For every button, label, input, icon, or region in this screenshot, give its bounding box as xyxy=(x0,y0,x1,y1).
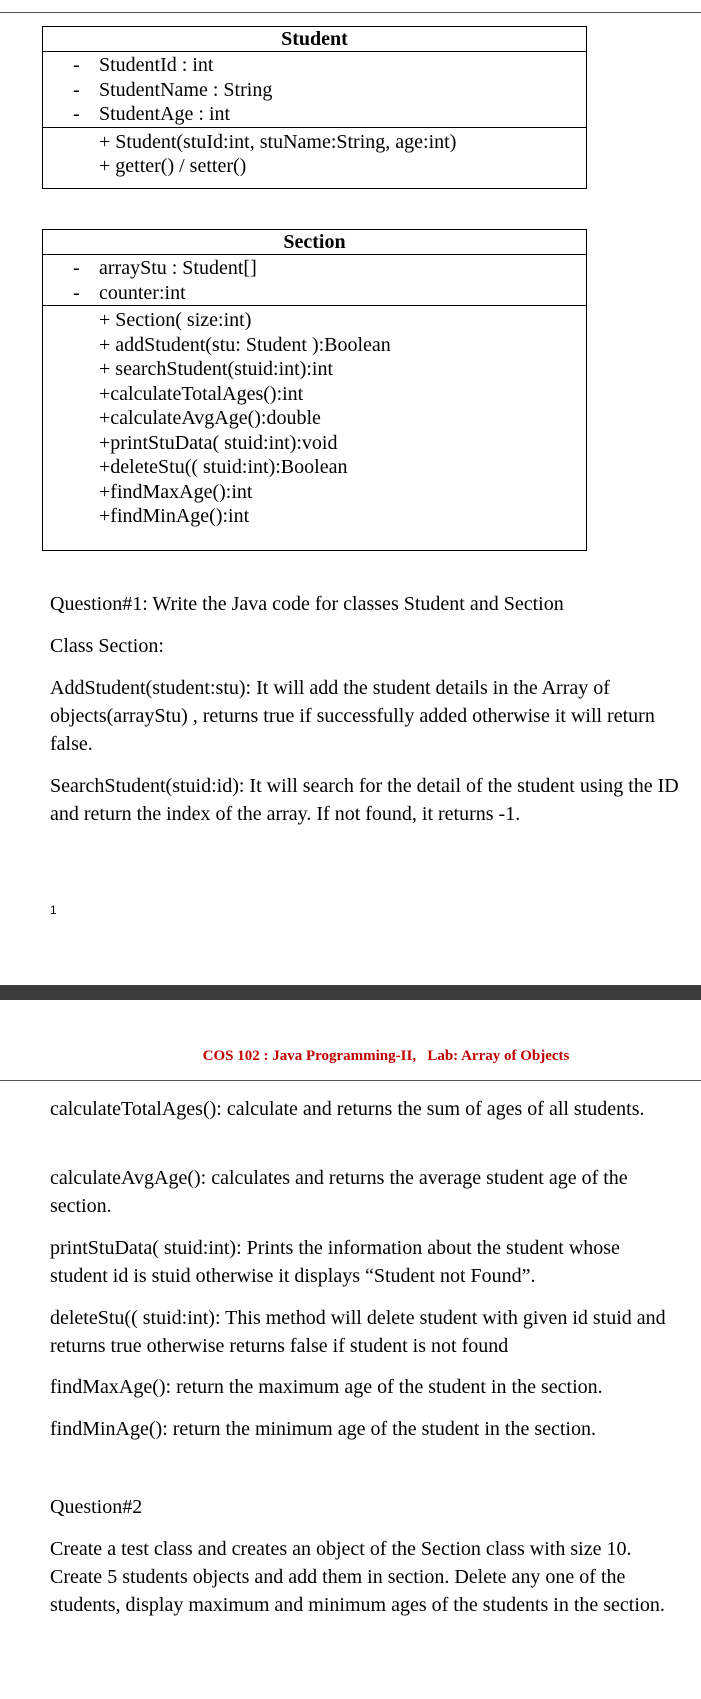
student-attr-name: StudentName : String xyxy=(99,78,273,101)
max-age-description: findMaxAge(): return the maximum age of the student in the section. xyxy=(50,1376,603,1398)
total-ages-description: calculateTotalAges(): calculate and returns the sum of ages of all students. xyxy=(50,1098,645,1120)
section-attr-row: - counter:int xyxy=(73,281,186,304)
student-attributes xyxy=(43,52,586,128)
section-class-title: Section xyxy=(43,230,586,255)
student-attr-id: StudentId : int xyxy=(99,54,214,76)
section-method: +findMaxAge():int xyxy=(99,480,253,503)
section-method: + searchStudent(stuid:int):int xyxy=(99,358,334,380)
section-attributes xyxy=(43,255,586,306)
page-break-bar xyxy=(0,985,701,1000)
section-method: +calculateAvgAge():double xyxy=(99,407,321,429)
search-student-description: SearchStudent(stuid:id): It will search for the detail of the student using the ID and return the index of the array. If not found, it returns -1. xyxy=(50,775,679,825)
section-attr-counter: counter:int xyxy=(99,281,186,304)
section-method: +findMinAge():int xyxy=(99,505,250,527)
min-age-description: findMinAge(): return the minimum age of the student in the section. xyxy=(50,1418,596,1440)
student-class-title: Student xyxy=(43,27,586,52)
section-method: + Section( size:int) xyxy=(99,309,252,331)
add-student-description: AddStudent(student:stu): It will add the student details in the Array of objects(arrayStu) , returns true if successfully added otherwise it will return false. xyxy=(50,677,655,755)
section-method: +printStuData( stuid:int):void xyxy=(99,431,338,454)
section-methods xyxy=(43,306,586,529)
question-2-text: Create a test class and creates an object of the Section class with size 10. Create 5 students objects and add them in section. Delete any one of the students, display maximum and minimum ages of the students in the section. xyxy=(50,1538,665,1616)
print-data-description: printStuData( stuid:int): Prints the information about the student whose student id is stuid otherwise it displays “Student not Found”. xyxy=(50,1237,620,1287)
class-section-label: Class Section: xyxy=(50,635,164,657)
student-methods xyxy=(43,128,586,179)
question-1-heading: Question#1: Write the Java code for classes Student and Section xyxy=(50,593,564,615)
student-attr-row: - StudentAge : int xyxy=(73,103,231,125)
section-attr-array: arrayStu : Student[] xyxy=(99,257,257,279)
section-method: +calculateTotalAges():int xyxy=(99,382,304,405)
student-method-constructor: + Student(stuId:int, stuName:String, age:int) xyxy=(99,130,457,153)
section-method: +deleteStu(( stuid:int):Boolean xyxy=(99,456,348,478)
section-method: + addStudent(stu: Student ):Boolean xyxy=(99,333,391,356)
student-attr-age: StudentAge : int xyxy=(99,103,231,125)
page-header-title: COS 102 : Java Programming-II, Lab: Array of Objects xyxy=(202,1048,570,1064)
section-attr-row: - arrayStu : Student[] xyxy=(73,257,257,279)
top-rule xyxy=(0,12,701,13)
student-attr-row: - StudentName : String xyxy=(73,78,273,101)
delete-stu-description: deleteStu(( stuid:int): This method will delete student with given id stuid and returns true otherwise returns false if student is not found xyxy=(50,1307,666,1357)
student-class-box xyxy=(42,26,587,189)
student-attr-row: - StudentId : int xyxy=(73,54,214,76)
header-rule xyxy=(0,1080,701,1081)
section-class-box xyxy=(42,229,587,551)
student-method-getter-setter: + getter() / setter() xyxy=(99,155,247,177)
page-number: 1 xyxy=(50,903,57,917)
avg-age-description: calculateAvgAge(): calculates and returns the average student age of the section. xyxy=(50,1167,628,1217)
question-2-heading: Question#2 xyxy=(50,1496,143,1518)
